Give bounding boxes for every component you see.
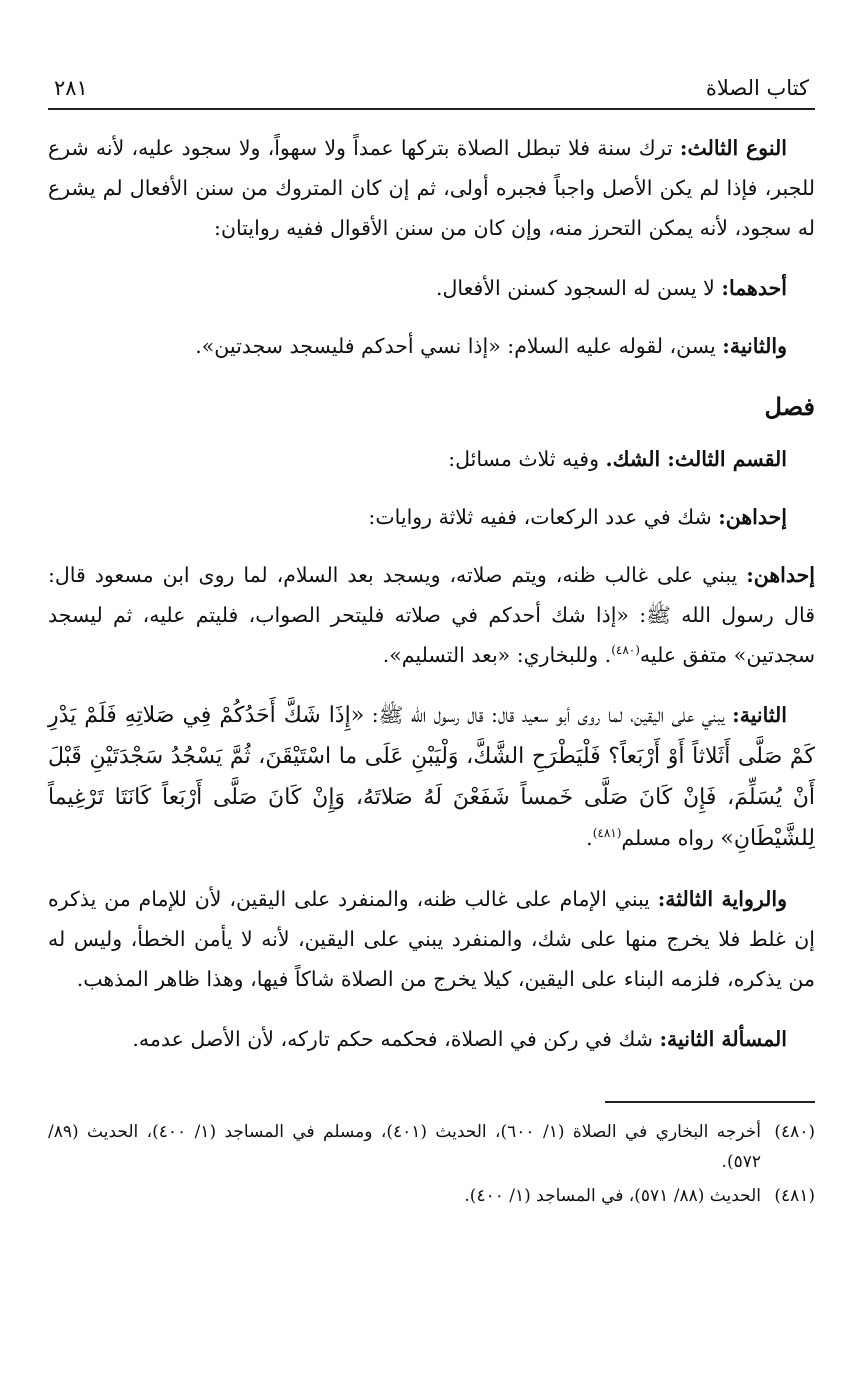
paragraph-term: أحدهما: [721, 276, 787, 300]
footnote-ref-481[interactable]: (٤٨١) [592, 826, 622, 841]
paragraph-text: يبني الإمام على غالب ظنه، والمنفرد على اليقين، لأن للإمام من يذكره إن غلط فلا يخرج منها على شك، والمنفرد يبني على اليقين، لأنه لا يأمن الخطأ، وليس له من يذكره، فلزمه البناء على اليقين، كيلا يخرج من الصلاة شاكاً فيها، وهذا ظاهر المذهب. [48, 887, 815, 991]
footnote-rule [605, 1101, 815, 1103]
paragraph-second-issue [48, 1019, 815, 1059]
paragraph-term: والرواية الثالثة: [657, 887, 787, 911]
paragraph-text: ترك سنة فلا تبطل الصلاة بتركها عمداً ولا سهواً، ولا سجود عليه، لأنه شرع للجبر، فإذا لم يكن الأصل واجباً فجبره أولى، ثم إن كان المتروك من سنن الأفعال لم يشرع له سجود، لأنه يمكن التحرز منه، وإن كان من سنن الأقوال ففيه روايتان: [48, 136, 815, 240]
paragraph-text: وفيه ثلاث مسائل: [448, 447, 606, 471]
paragraph-text: لا يسن له السجود كسنن الأفعال. [436, 276, 722, 300]
paragraph-second-narration [48, 326, 815, 366]
paragraph-term: إحداهن: [746, 563, 815, 587]
paragraph-term: النوع الثالث: [679, 136, 787, 160]
footnote-481 [48, 1181, 815, 1211]
header-title: كتاب الصلاة [705, 76, 809, 100]
footnote-480 [48, 1117, 815, 1177]
hadith-quote: «إِذَا شَكَّ أَحَدُكُمْ فِي صَلاتِهِ فَلَمْ يَدْرِ كَمْ صَلَّى أَثَلاثاً أَوْ أَرْبَعاً؟ فَلْيَطْرَحِ الشَّكَّ، وَلْيَبْنِ عَلَى ما اسْتَيْقَنَ، ثُمَّ يَسْجُدُ سَجْدَتَيْنِ قَبْلَ أَنْ يُسَلِّمَ، فَإِنْ كَانَ صَلَّى خَمساً شَفَعْنَ لَهُ صَلاتَهُ، وَإِنْ كَانَ صَلَّى أَرْبَعاً كَانَتَا تَرْغِيماً لِلشَّيْطَانِ» [48, 703, 815, 851]
header-rule [48, 108, 815, 110]
paragraph-first-narration [48, 268, 815, 308]
footnote-text: أخرجه البخاري في الصلاة (١/ ٦٠٠)، الحديث (٤٠١)، ومسلم في المساجد (١/ ٤٠٠)، الحديث (٨٩/ ٥٧٢). [48, 1122, 761, 1172]
paragraph-first-view [48, 555, 815, 675]
footnote-text: الحديث (٨٨/ ٥٧١)، في المساجد (١/ ٤٠٠). [464, 1186, 761, 1206]
paragraph-text: شك في ركن في الصلاة، فحكمه حكم تاركه، لأن الأصل عدمه. [132, 1027, 660, 1051]
paragraph-term: القسم الثالث: [667, 447, 787, 471]
paragraph-tail: . وللبخاري: «بعد التسليم». [382, 643, 612, 667]
paragraph-tail: رواه مسلم [621, 826, 721, 850]
section-heading: فصل [764, 392, 815, 421]
footnote-number: (٤٨١) [774, 1186, 815, 1206]
paragraph-term: إحداهن: [718, 505, 787, 529]
paragraph-second-view [48, 695, 815, 859]
paragraph-text: شك في عدد الركعات، ففيه ثلاثة روايات: [368, 505, 719, 529]
paragraph-text: يسن، لقوله عليه السلام: «إذا نسي أحدكم فليسجد سجدتين». [195, 334, 723, 358]
paragraph-term: المسألة الثانية: [659, 1027, 787, 1051]
paragraph-type-three [48, 128, 815, 248]
paragraph-end: . [586, 826, 593, 850]
paragraph-third-view [48, 879, 815, 999]
book-page [48, 76, 815, 1215]
paragraph-first-issue [48, 497, 815, 537]
paragraph-term: والثانية: [722, 334, 787, 358]
paragraph-term: الثانية: [732, 703, 787, 727]
footnote-number: (٤٨٠) [774, 1122, 815, 1142]
footnote-ref-480[interactable]: (٤٨٠) [611, 643, 640, 658]
paragraph-doubt-section [48, 439, 815, 479]
running-header [48, 76, 815, 108]
paragraph-text: يبني على اليقين، لما روى أبو سعيد قال: قال رسول الله ﷺ: [364, 703, 733, 727]
paragraph-text: يبني على غالب ظنه، ويتم صلاته، ويسجد بعد السلام، لما روى ابن مسعود قال: قال رسول الله ﷺ: «إذا شك أحدكم في صلاته فليتحر الصواب، فليتم عليه، ثم ليسجد سجدتين» متفق عليه [48, 563, 815, 667]
paragraph-term-doubt: الشك. [605, 447, 668, 471]
page-number: ٢٨١ [54, 76, 88, 100]
